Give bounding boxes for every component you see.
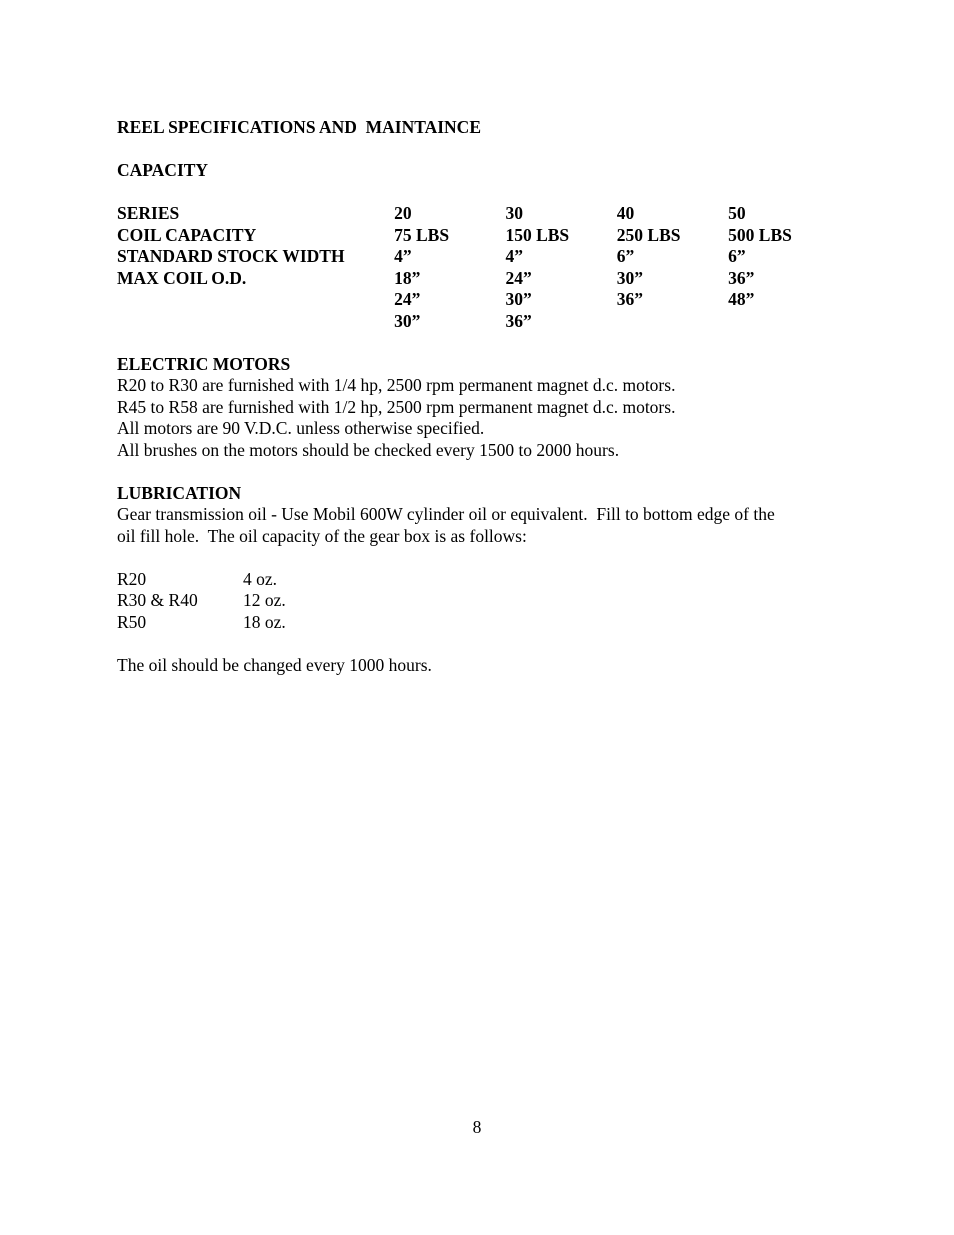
- lubrication-heading: LUBRICATION: [117, 482, 242, 503]
- table-cell: 30: [505, 203, 523, 223]
- table-cell: 6”: [728, 246, 746, 266]
- table-cell: 75 LBS: [394, 224, 450, 245]
- table-cell: [117, 289, 394, 311]
- table-row: [117, 311, 837, 333]
- table-cell: 50: [728, 203, 746, 223]
- table-row: [117, 569, 837, 591]
- oil-change-note: The oil should be changed every 1000 hours.: [117, 654, 432, 675]
- oil-capacity-table: [117, 569, 837, 634]
- paragraph-line: oil fill hole. The oil capacity of the gear box is as follows:: [117, 525, 527, 546]
- page-number: 8: [472, 1117, 482, 1137]
- table-row: [117, 246, 837, 268]
- table-cell: 24”: [394, 289, 421, 309]
- document-page: [117, 117, 837, 676]
- table-cell: 36”: [728, 267, 755, 288]
- table-cell: 250 LBS: [616, 224, 681, 245]
- table-cell: 20: [394, 203, 412, 223]
- table-cell: 500 LBS: [728, 224, 792, 245]
- table-cell: 150 LBS: [505, 224, 570, 245]
- electric-motors-heading: ELECTRIC MOTORS: [117, 353, 291, 374]
- table-cell: 4”: [505, 246, 523, 266]
- table-row: [117, 225, 837, 247]
- table-cell: 24”: [505, 267, 532, 288]
- table-cell: 4 oz.: [243, 568, 278, 589]
- table-cell: STANDARD STOCK WIDTH: [117, 246, 345, 266]
- capacity-table: [117, 203, 837, 332]
- table-cell: 4”: [394, 246, 412, 266]
- table-row: [117, 612, 837, 634]
- table-cell: R20: [117, 568, 147, 589]
- table-cell: 30”: [505, 289, 532, 309]
- document-title: REEL SPECIFICATIONS AND MAINTAINCE: [117, 117, 481, 137]
- table-cell: 36”: [505, 310, 532, 331]
- table-cell: 40: [616, 203, 635, 223]
- table-cell: 12 oz.: [243, 590, 286, 610]
- table-cell: R50: [117, 611, 147, 632]
- table-cell: 6”: [616, 246, 635, 266]
- table-cell: MAX COIL O.D.: [117, 267, 247, 288]
- table-row: [117, 268, 837, 290]
- table-cell: COIL CAPACITY: [117, 224, 257, 245]
- paragraph-line: All motors are 90 V.D.C. unless otherwise specified.: [117, 418, 485, 438]
- table-cell: 30”: [394, 310, 421, 331]
- table-cell: 18 oz.: [243, 611, 286, 632]
- table-row: [117, 289, 837, 311]
- table-cell: R30 & R40: [117, 590, 198, 610]
- table-cell: [617, 311, 728, 333]
- table-cell: [117, 311, 394, 333]
- table-cell: 18”: [394, 267, 421, 288]
- paragraph-line: R20 to R30 are furnished with 1/4 hp, 2500 rpm permanent magnet d.c. motors.: [117, 375, 676, 395]
- table-cell: [728, 311, 837, 333]
- paragraph-line: Gear transmission oil - Use Mobil 600W cylinder oil or equivalent. Fill to bottom edge of the: [117, 504, 775, 524]
- capacity-heading: CAPACITY: [117, 160, 209, 180]
- paragraph-line: All brushes on the motors should be checked every 1500 to 2000 hours.: [117, 439, 620, 460]
- table-cell: 30”: [616, 267, 644, 288]
- table-cell: 36”: [616, 289, 644, 309]
- paragraph-line: R45 to R58 are furnished with 1/2 hp, 2500 rpm permanent magnet d.c. motors.: [117, 396, 676, 417]
- table-cell: SERIES: [117, 203, 180, 223]
- table-cell: 48”: [728, 289, 755, 309]
- table-row: [117, 590, 837, 612]
- table-row: [117, 203, 837, 225]
